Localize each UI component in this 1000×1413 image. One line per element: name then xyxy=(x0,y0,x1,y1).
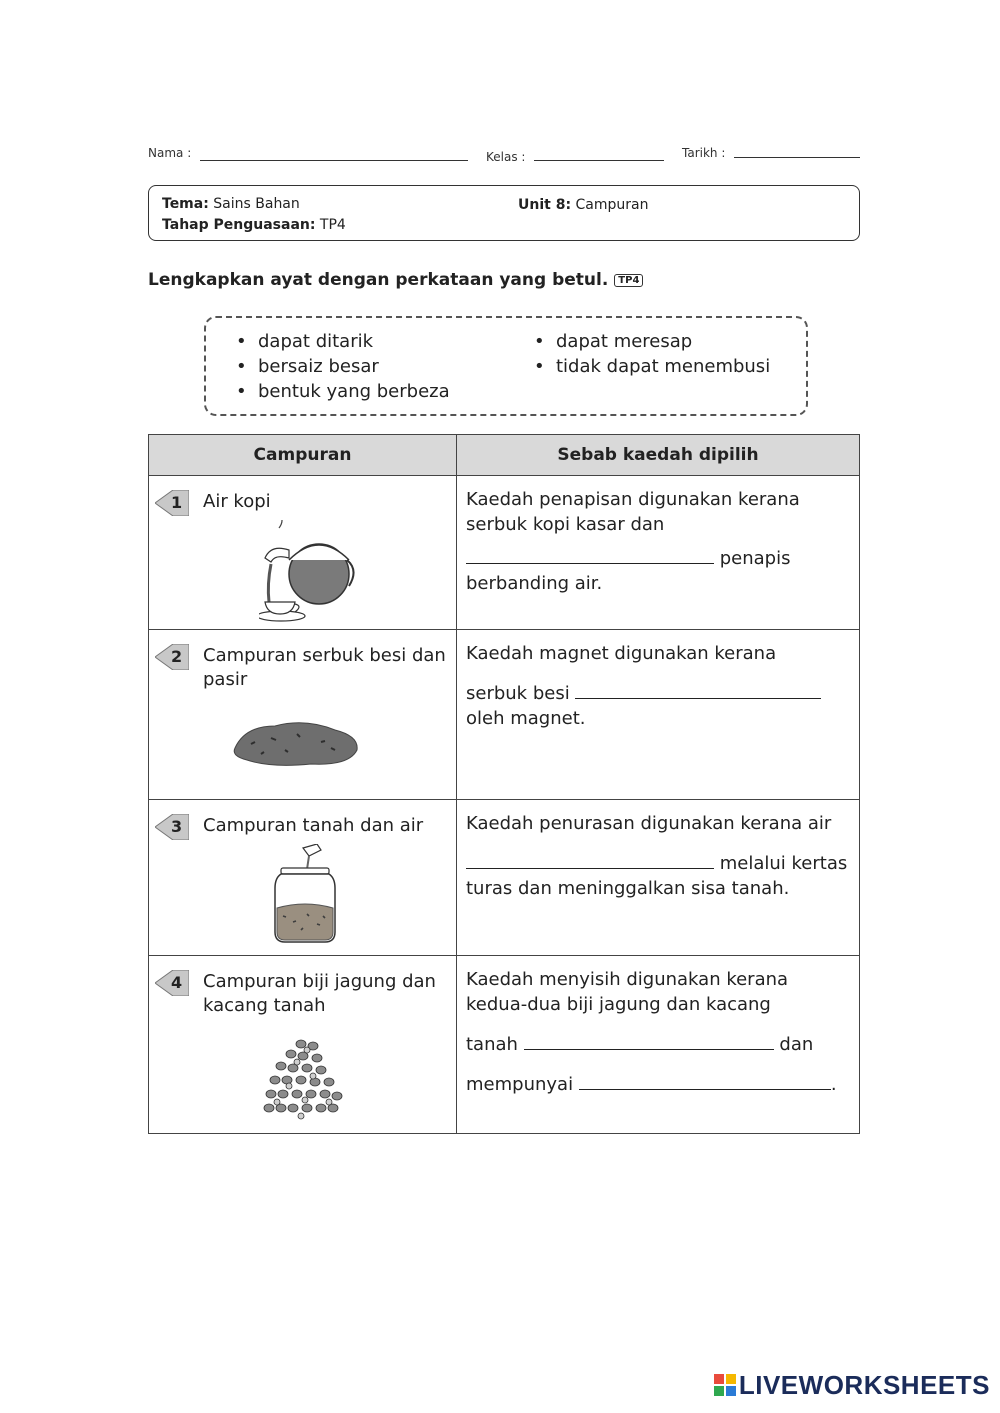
reason-part-d: mempunyai xyxy=(466,1074,574,1095)
unit-label: Unit 8: xyxy=(518,197,572,213)
word-bank-item: • tidak dapat menembusi xyxy=(534,356,770,377)
reason-part-c: dan xyxy=(779,1034,814,1055)
word-bank-item: • bersaiz besar xyxy=(236,356,379,377)
question-number xyxy=(155,490,189,516)
table-row xyxy=(149,800,860,956)
reason-part-b: tanah xyxy=(466,1034,518,1055)
question-number xyxy=(155,970,189,996)
brand-text: LIVEWORKSHEETS xyxy=(738,1370,990,1400)
word-bank-item: • dapat meresap xyxy=(534,331,692,352)
reason-part-c: oleh magnet. xyxy=(466,708,586,729)
reason-cell xyxy=(457,956,860,1134)
mixture-name: Air kopi xyxy=(203,491,271,512)
word-bank-item: • dapat ditarik xyxy=(236,331,373,352)
mixture-name: Campuran tanah dan air xyxy=(203,815,424,836)
reason-blank-line xyxy=(466,545,850,571)
class-label: Kelas : xyxy=(486,150,526,164)
reason-text xyxy=(458,957,858,1097)
mixture-name: Campuran serbuk besi dan pasir xyxy=(203,645,446,690)
table-row xyxy=(149,630,860,800)
liveworksheets-logo-icon xyxy=(713,1373,737,1397)
iron-sand-pile-icon xyxy=(231,718,361,768)
theme-value: Sains Bahan xyxy=(213,196,300,212)
table-header-row xyxy=(149,435,860,476)
level-line xyxy=(162,217,346,233)
instruction-text: Lengkapkan ayat dengan perkataan yang betul. xyxy=(148,270,609,290)
date-field[interactable] xyxy=(734,157,860,158)
corn-peanut-pile-icon xyxy=(261,1036,347,1122)
coffee-pot-pouring-icon xyxy=(259,520,359,624)
reason-part-e: . xyxy=(830,1074,837,1095)
reason-blank-line xyxy=(466,1071,850,1097)
mixture-cell xyxy=(149,800,457,956)
word-bank-item: • bentuk yang berbeza xyxy=(236,381,450,402)
answer-blank-2[interactable] xyxy=(575,680,821,699)
reason-text xyxy=(458,477,858,596)
reason-part-b: penapis xyxy=(719,548,791,569)
instruction xyxy=(148,270,643,290)
reason-cell xyxy=(457,630,860,800)
reason-cell xyxy=(457,800,860,956)
theme-label: Tema: xyxy=(162,196,209,212)
unit-value: Campuran xyxy=(575,197,649,213)
tp-badge: TP4 xyxy=(614,274,643,287)
mixture-cell xyxy=(149,476,457,630)
name-field[interactable] xyxy=(200,160,468,161)
reason-text xyxy=(458,801,858,901)
reason-part-a: Kaedah penurasan digunakan kerana air xyxy=(466,813,832,834)
question-number xyxy=(155,644,189,670)
reason-blank-line xyxy=(466,850,850,876)
reason-part-a: Kaedah penapisan digunakan kerana serbuk kopi kasar dan xyxy=(466,489,800,535)
col-header-reason: Sebab kaedah dipilih xyxy=(457,435,860,476)
answer-blank-3[interactable] xyxy=(466,850,714,869)
mixture-name: Campuran biji jagung dan kacang tanah xyxy=(203,971,436,1016)
reason-part-a: Kaedah menyisih digunakan kerana kedua-dua biji jagung dan kacang xyxy=(466,969,789,1015)
level-label: Tahap Penguasaan: xyxy=(162,217,316,233)
jar-soil-water-icon xyxy=(273,844,343,948)
reason-part-c: turas dan meninggalkan sisa tanah. xyxy=(466,878,790,899)
reason-part-a: Kaedah magnet digunakan kerana xyxy=(466,643,777,664)
level-value: TP4 xyxy=(319,217,346,233)
question-number xyxy=(155,814,189,840)
question-number-text: 1 xyxy=(171,493,183,512)
mixture-cell xyxy=(149,956,457,1134)
reason-blank-line xyxy=(466,1031,850,1057)
answer-blank-5[interactable] xyxy=(579,1071,831,1090)
col-header-mixture: Campuran xyxy=(149,435,457,476)
date-label: Tarikh : xyxy=(682,146,726,160)
reason-text xyxy=(458,631,858,731)
reason-part-b: melalui kertas xyxy=(719,853,848,874)
mixture-cell xyxy=(149,630,457,800)
worksheet-table xyxy=(148,434,860,1134)
class-field[interactable] xyxy=(534,160,664,161)
question-number-text: 4 xyxy=(171,973,183,992)
reason-blank-line xyxy=(466,680,850,706)
answer-blank-1[interactable] xyxy=(466,545,714,564)
question-number-text: 3 xyxy=(171,817,183,836)
question-number-text: 2 xyxy=(171,647,183,666)
table-row xyxy=(149,956,860,1134)
reason-part-c: berbanding air. xyxy=(466,573,603,594)
liveworksheets-brand[interactable] xyxy=(713,1370,990,1401)
table-row xyxy=(149,476,860,630)
theme-line xyxy=(162,196,300,212)
reason-cell xyxy=(457,476,860,630)
reason-part-b: serbuk besi xyxy=(466,683,570,704)
answer-blank-4[interactable] xyxy=(524,1031,774,1050)
unit-line xyxy=(518,197,648,213)
name-label: Nama : xyxy=(148,146,192,160)
